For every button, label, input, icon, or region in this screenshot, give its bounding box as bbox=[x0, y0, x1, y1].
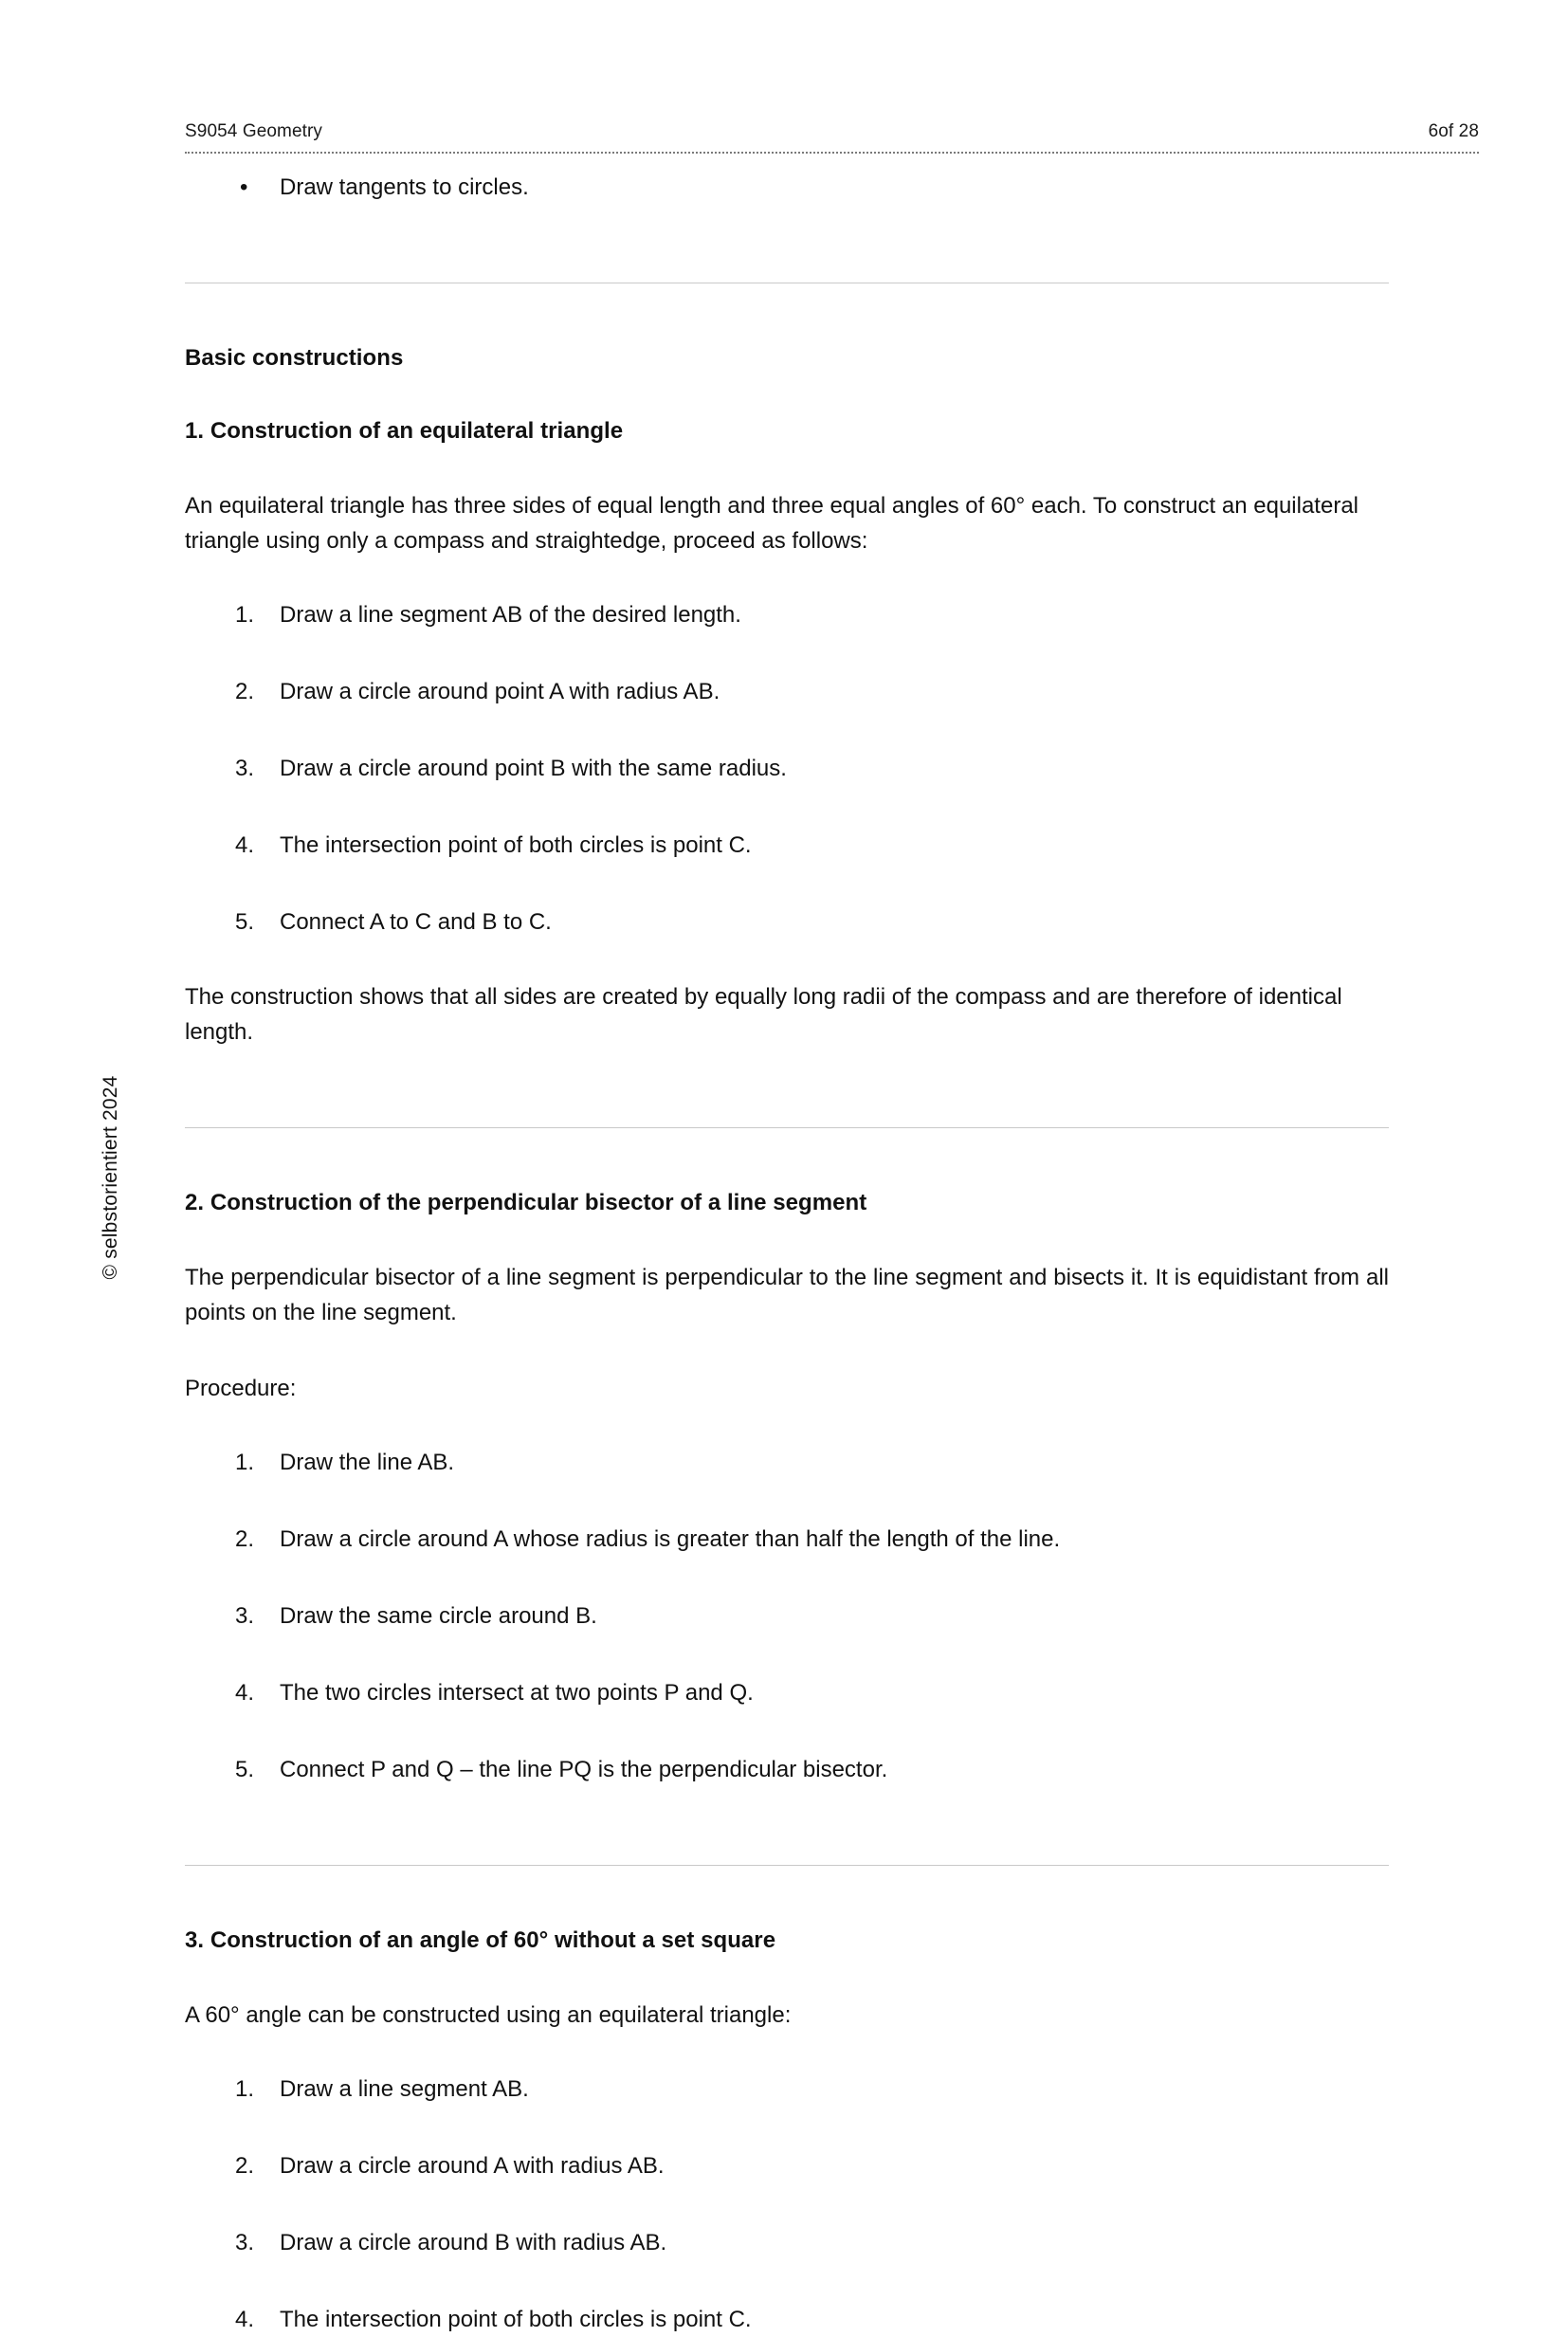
list-item-text: The two circles intersect at two points P and Q. bbox=[280, 1679, 754, 1706]
section-1-steps bbox=[185, 598, 1389, 940]
section-3-steps bbox=[185, 2072, 1389, 2337]
list-item-text: Draw a line segment AB. bbox=[280, 2075, 529, 2102]
list-number: 1. bbox=[235, 2075, 255, 2102]
list-item bbox=[185, 1599, 1389, 1634]
section-3-title: 3. Construction of an angle of 60° without a set square bbox=[185, 1926, 776, 1953]
tangents-bullet-list bbox=[185, 171, 1389, 205]
list-number: 3. bbox=[235, 1602, 255, 1629]
bullet-icon: • bbox=[240, 174, 248, 200]
section-1-title: 1. Construction of an equilateral triangle bbox=[185, 417, 624, 444]
list-item-text: The intersection point of both circles is point C. bbox=[280, 831, 752, 858]
list-number: 3. bbox=[235, 2229, 255, 2255]
list-number: 4. bbox=[235, 2306, 255, 2332]
list-item bbox=[185, 1753, 1389, 1787]
list-number: 4. bbox=[235, 1679, 255, 1706]
list-number: 1. bbox=[235, 1449, 255, 1475]
section-2-procedure-label: Procedure: bbox=[185, 1375, 297, 1401]
page-header bbox=[185, 121, 1479, 142]
list-number: 2. bbox=[235, 678, 255, 704]
list-number: 1. bbox=[235, 601, 255, 628]
list-item bbox=[185, 675, 1389, 709]
section-1-intro: An equilateral triangle has three sides of equal length and three equal angles of 60° each. To construct an equilateral triangle using only a compass and straightedge, proceed as follows: bbox=[185, 492, 1358, 554]
list-number: 2. bbox=[235, 2152, 255, 2179]
list-number: 5. bbox=[235, 908, 255, 935]
list-item-text: Draw a circle around B with radius AB. bbox=[280, 2229, 667, 2255]
section-2-steps bbox=[185, 1446, 1389, 1787]
header-document-id: S9054 Geometry bbox=[185, 121, 323, 141]
list-number: 5. bbox=[235, 1756, 255, 1782]
section-3-intro: A 60° angle can be constructed using an equilateral triangle: bbox=[185, 2001, 792, 2028]
section-2-intro: The perpendicular bisector of a line segment is perpendicular to the line segment and bisects it. It is equidistant from all points on the line segment. bbox=[185, 1265, 1389, 1326]
list-item-text: Draw the same circle around B. bbox=[280, 1602, 597, 1629]
list-item bbox=[185, 2072, 1389, 2107]
list-item bbox=[185, 2226, 1389, 2260]
list-item-text: Connect P and Q – the line PQ is the perpendicular bisector. bbox=[280, 1756, 888, 1782]
list-item bbox=[185, 598, 1389, 632]
list-item-text: Draw the line AB. bbox=[280, 1449, 455, 1475]
list-item bbox=[185, 752, 1389, 786]
list-item bbox=[185, 1446, 1389, 1480]
list-number: 3. bbox=[235, 755, 255, 781]
copyright-vertical-label: © selbstorientiert 2024 bbox=[100, 1075, 121, 1280]
list-item bbox=[185, 1676, 1389, 1710]
list-item-text: The intersection point of both circles is point C. bbox=[280, 2306, 752, 2332]
list-item-text: Connect A to C and B to C. bbox=[280, 908, 552, 935]
list-item-text: Draw a circle around point B with the same radius. bbox=[280, 755, 787, 781]
header-divider bbox=[185, 152, 1479, 154]
list-item bbox=[185, 2149, 1389, 2183]
list-item bbox=[185, 2303, 1389, 2337]
section-1-outro: The construction shows that all sides are created by equally long radii of the compass and are therefore of identical length. bbox=[185, 983, 1342, 1046]
list-item bbox=[185, 171, 1389, 205]
bullet-item-text: Draw tangents to circles. bbox=[280, 174, 529, 200]
list-item-text: Draw a line segment AB of the desired length. bbox=[280, 601, 741, 628]
list-item bbox=[185, 905, 1389, 940]
list-item-text: Draw a circle around A with radius AB. bbox=[280, 2152, 665, 2179]
list-number: 4. bbox=[235, 831, 255, 858]
list-number: 2. bbox=[235, 1525, 255, 1552]
header-page-indicator: 6of 28 bbox=[1428, 121, 1479, 141]
list-item-text: Draw a circle around point A with radius AB. bbox=[280, 678, 720, 704]
list-item-text: Draw a circle around A whose radius is greater than half the length of the line. bbox=[280, 1525, 1061, 1552]
list-item bbox=[185, 1523, 1389, 1557]
section-2-title: 2. Construction of the perpendicular bisector of a line segment bbox=[185, 1190, 867, 1216]
list-item bbox=[185, 829, 1389, 863]
page-title: Basic constructions bbox=[185, 345, 404, 371]
document-body bbox=[185, 171, 1389, 2337]
